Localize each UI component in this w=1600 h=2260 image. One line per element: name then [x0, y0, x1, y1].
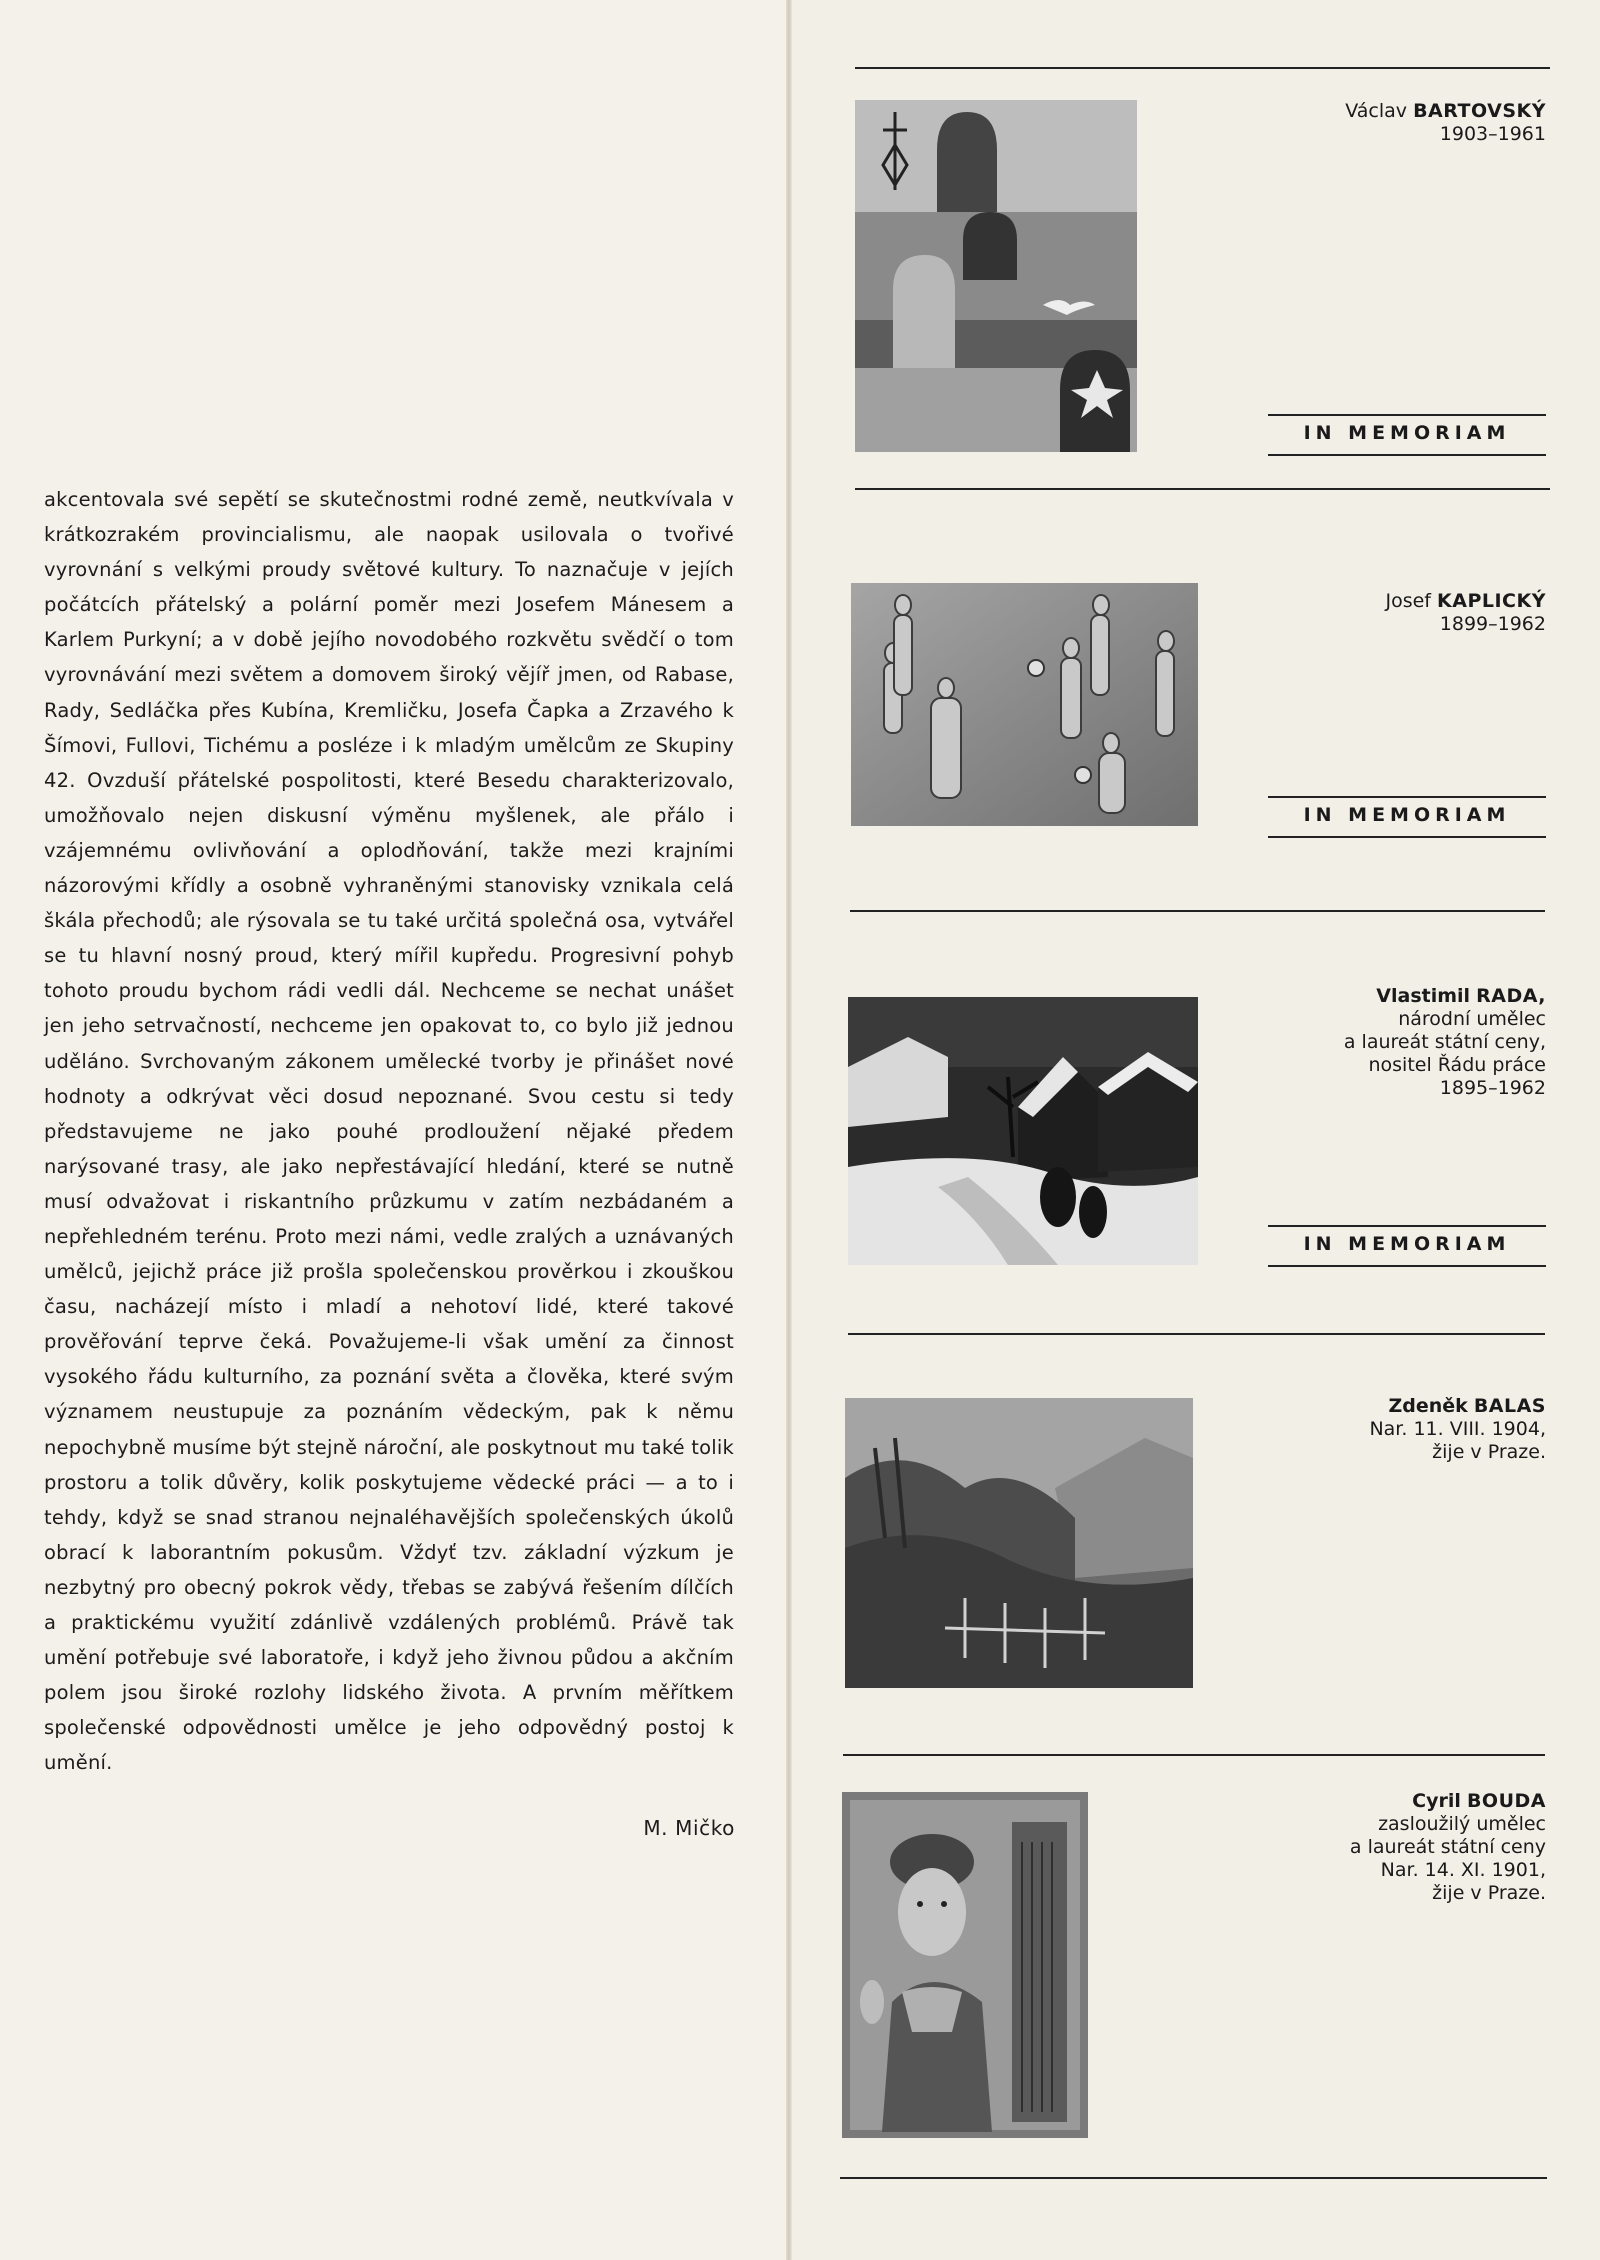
essay-paragraph: akcentovala své sepětí se skutečnostmi rodné země, neutkvívala v krátkozrakém provincialismu, ale naopak usilovala o tvořivé vyrovnání s velkými proudy světové kultury. To naznačuje v jejích počátcích přátelský a polární poměr mezi Josefem Mánesem a Karlem Purkyní; a v době jejího novodobého rozkvětu svědčí o tom vyrovnávání mezi světem a domovem široký vějíř jmen, od Rabase, Rady, Sedláčka přes Kubína, Kremličku, Josefa Čapka a Zrzavého k Šímovi, Fullovi, Tichému a posléze i k mladým umělcům ze Skupiny 42. Ovzduší přátelské pospolitosti, které Besedu charakterizovalo, umožňovalo nejen diskusní výměnu myšlenek, ale přálo i vzájemnému ovlivňování a oplodňování, takže mezi krajními názorovými křídly a osobně vyhraněnými stanovisky vznikala celá škála přechodů; ale rýsovala se tu také určitá společná osa, vytvářel se tu hlavní nosný proud, který mířil kupředu. Progresivní pohyb tohoto proudu bychom rádi vedli dál. Nechceme se nechat unášet jen jeho setrvačností, nechceme jen opakovat to, co bylo již jednou uděláno. Svrchovaným zákonem umělecké tvorby je přinášet nové hodnoty a odkrývat věci dosud nepoznané. Svou cestu si tedy představujeme ne jako pouhé prodloužení nějaké předem narýsované trasy, ale jako nepřestávající hledání, které se nutně musí odvažovat i riskantního průzkumu v zatím nezbádaném a nepřehledném terénu. Proto mezi námi, vedle zralých a uznávaných umělců, jejichž práce již prošla společenskou prověrkou i zkouškou času, nacházejí místo i mladí a nehotoví lidé, které takové prověřování teprve čeká. Považujeme-li však umění za činnost vysokého řádu kulturního, za poznání světa a člověka, které svým významem neustupuje za poznáním vědeckým, pak k němu nepochybně musíme být stejně nároční, ale poskytnout mu také tolik prostoru a tolik důvěry, kolik poskytujeme vědecké práci — a to i tehdy, když se snad stranou nejnaléhavějších společenských úkolů obrací k laborantním pokusům. Vždyť tzv. základní výzkum je nezbytný pro obecný pokrok vědy, třebas se zabývá řešením dílčích a praktickému využití zdánlivě vzdálených problémů. Právě tak umění potřebuje své laboratoře, i když jeho živnou půdou a akčním polem jsou široké rozlohy lidského života. A prvním měřítkem společenské odpovědnosti umělce je jeho odpovědný postoj k umění.	[44, 488, 734, 1775]
artwork-bartovsky	[855, 100, 1137, 452]
artist-residence: žije v Praze.	[1432, 1882, 1546, 1904]
essay-signature: M. Mičko	[643, 1816, 735, 1840]
artist-surname: BOUDA	[1466, 1790, 1546, 1812]
artist-dates: 1903–1961	[1439, 123, 1546, 145]
memoriam-rule-top	[1268, 1225, 1546, 1227]
memoriam-rule-top	[1268, 796, 1546, 798]
artist-surname: BALAS	[1473, 1395, 1546, 1417]
caption-bouda	[1246, 1790, 1546, 1905]
divider-2	[850, 910, 1545, 912]
artist-first-name: Josef	[1385, 590, 1431, 612]
divider-3	[848, 1333, 1545, 1335]
in-memoriam-label: IN MEMORIAM	[1303, 804, 1511, 826]
memoriam-rule-bottom	[1268, 1265, 1546, 1267]
artist-title-line: zasloužilý umělec	[1378, 1813, 1546, 1835]
caption-rada	[1246, 985, 1546, 1100]
divider-1	[855, 488, 1550, 490]
artist-title-line: a laureát státní ceny,	[1343, 1031, 1546, 1053]
memoriam-rule-bottom	[1268, 454, 1546, 456]
artist-title-line: národní umělec	[1398, 1008, 1546, 1030]
in-memoriam-label: IN MEMORIAM	[1303, 1233, 1511, 1255]
artist-title-line: a laureát státní ceny	[1349, 1836, 1546, 1858]
divider-top	[855, 67, 1550, 69]
caption-balas	[1246, 1395, 1546, 1464]
memoriam-rule-bottom	[1268, 836, 1546, 838]
memoriam-rule-top	[1268, 414, 1546, 416]
artwork-kaplicky	[851, 583, 1198, 826]
artist-birth: Nar. 11. VIII. 1904,	[1369, 1418, 1546, 1440]
divider-4	[843, 1754, 1545, 1756]
artist-surname: BARTOVSKÝ	[1413, 100, 1546, 122]
artist-first-name: Vlastimil	[1376, 985, 1471, 1007]
artist-birth: Nar. 14. XI. 1901,	[1380, 1859, 1546, 1881]
artist-surname: KAPLICKÝ	[1437, 590, 1546, 612]
artwork-rada	[848, 997, 1198, 1265]
artist-dates: 1899–1962	[1439, 613, 1546, 635]
caption-bartovsky	[1246, 100, 1546, 146]
artwork-bouda	[842, 1792, 1088, 2138]
artist-dates: 1895–1962	[1439, 1077, 1546, 1099]
divider-bottom	[840, 2177, 1547, 2179]
artist-first-name: Zdeněk	[1388, 1395, 1468, 1417]
artist-first-name: Cyril	[1412, 1790, 1461, 1812]
in-memoriam-label: IN MEMORIAM	[1303, 422, 1511, 444]
artwork-balas	[845, 1398, 1193, 1688]
artist-first-name: Václav	[1345, 100, 1408, 122]
artist-title-line: nositel Řádu práce	[1368, 1054, 1546, 1076]
caption-kaplicky	[1246, 590, 1546, 636]
artist-residence: žije v Praze.	[1432, 1441, 1546, 1463]
artist-surname: RADA,	[1476, 985, 1546, 1007]
essay-text	[44, 482, 734, 1780]
